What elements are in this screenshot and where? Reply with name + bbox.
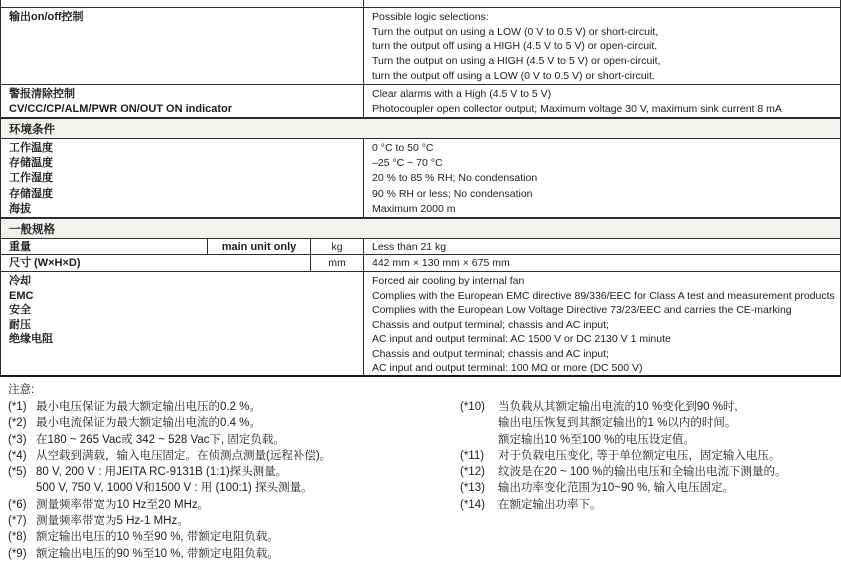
footnote [460, 448, 841, 464]
footnote-continuation [460, 432, 841, 448]
footnote-marker: (*5) [8, 466, 27, 479]
row-value-cell [364, 255, 840, 271]
footnotes [0, 377, 841, 562]
value-line: 442 mm × 130 mm × 675 mm [372, 257, 510, 269]
footnote-text: 额定输出电压的10 %至90 %, 带额定电阻负载。 [36, 531, 279, 544]
footnote-text: 输出功率变化范围为10~90 %, 输入电压固定。 [498, 482, 735, 495]
footnote-text: 对于负载电压变化, 等于单位额定电压，固定输入电压。 [498, 449, 781, 462]
footnote [8, 497, 460, 513]
unit-label: mm [328, 257, 346, 269]
footnote-marker: (*13) [460, 482, 485, 495]
row-value-cell [364, 239, 840, 254]
footnote [8, 546, 460, 562]
section-header-general-specs [1, 218, 840, 239]
section-header-environment [1, 118, 840, 139]
row-label-cell [1, 272, 364, 375]
unit-cell [311, 255, 364, 271]
footnote [460, 399, 841, 415]
row-label: 尺寸 (W×H×D) [9, 257, 81, 269]
table-row-dimensions [1, 255, 840, 272]
clipped-value-cell [364, 0, 840, 7]
footnote-marker: (*11) [460, 449, 485, 462]
value-line: Complies with the European Low Voltage Directive 73/23/EEC and carries the CE-marking [372, 304, 792, 316]
value-line: AC input and output terminal: 100 MΩ or more (DC 500 V) [372, 362, 643, 374]
footnote-marker: (*10) [460, 401, 485, 413]
table-row-output-onoff-control [1, 8, 840, 85]
row-label: CV/CC/CP/ALM/PWR ON/OUT ON indicator [9, 103, 233, 115]
value-line: Possible logic selections: [372, 11, 489, 23]
value-line: Turn the output on using a HIGH (4.5 V to 5 V) or open-circuit, [372, 55, 661, 68]
value-line: Complies with the European EMC directive 89/336/EEC for Class A test and measurement products [372, 289, 835, 302]
row-label: 重量 [9, 241, 31, 253]
value-line: AC input and output terminal: AC 1500 V or DC 2130 V 1 minute [372, 333, 671, 345]
footnote-marker: (*6) [8, 498, 27, 511]
row-label-cell [1, 8, 364, 84]
row-label: 输出on/off控制 [9, 11, 84, 23]
footnote-text: 输出电压恢复到其额定输出的1 %以内的时间。 [498, 417, 737, 430]
value-line: 0 °C to 50 °C [372, 142, 434, 154]
value-line: 20 % to 85 % RH; No condensation [372, 172, 538, 185]
value-line: Maximum 2000 m [372, 202, 456, 215]
footnote-marker [460, 415, 498, 431]
footnote-text: 纹波是在20 ~ 100 %的输出电压和全输出电流下测量的。 [498, 466, 787, 479]
row-label-cell [1, 85, 364, 117]
section-header-label: 一般规格 [9, 223, 55, 236]
footnote-text: 当负载从其额定输出电流的10 %变化到90 %时, [498, 401, 738, 413]
unit-label: kg [331, 241, 343, 253]
footnote [8, 399, 460, 415]
footnote-text: 80 V, 200 V : 用JEITA RC-9131B (1:1)探头测量。 [36, 466, 288, 479]
footnote-marker: (*14) [460, 498, 485, 511]
footnotes-left-column [8, 399, 460, 562]
footnote-marker [460, 432, 498, 448]
value-line: –25 °C ~ 70 °C [372, 157, 443, 170]
value-line: 90 % RH or less; No condensation [372, 187, 533, 200]
footnote-marker: (*7) [8, 515, 27, 528]
footnote-marker [8, 480, 36, 496]
footnote [8, 432, 460, 448]
table-row-alarm-clear-control [1, 85, 840, 118]
table-row-weight [1, 239, 840, 255]
row-value-cell [364, 8, 840, 84]
value-line: Forced air cooling by internal fan [372, 275, 525, 287]
value-line: Chassis and output terminal; chassis and AC input; [372, 347, 609, 360]
footnote-text: 测量频率带宽为5 Hz-1 MHz。 [36, 515, 189, 528]
footnote-text: 最小电压保证为最大额定输出电压的0.2 %。 [36, 401, 261, 413]
row-value-cell [364, 139, 840, 217]
row-label: 冷却 [9, 275, 31, 287]
footnote-marker: (*4) [8, 449, 27, 462]
table-row-environment-conditions [1, 139, 840, 218]
row-label: 警报清除控制 [9, 88, 75, 100]
table-row-cooling-emc-safety [1, 272, 840, 377]
unit-cell [311, 239, 364, 254]
footnote-text: 在额定输出功率下。 [498, 498, 602, 511]
footnote-continuation [460, 415, 841, 431]
footnote [460, 480, 841, 496]
row-label: EMC [9, 289, 34, 302]
value-line: Clear alarms with a High (4.5 V to 5 V) [372, 88, 552, 100]
footnote [460, 497, 841, 513]
clipped-label-cell [1, 0, 364, 7]
footnote-continuation [8, 480, 460, 496]
footnote-text: 在180 ~ 265 Vac或 342 ~ 528 Vac下, 固定负载。 [36, 433, 285, 446]
row-label-cell [1, 239, 208, 254]
footnote-marker: (*12) [460, 466, 485, 479]
row-label: 工作湿度 [9, 172, 53, 185]
row-label: 工作温度 [9, 142, 53, 154]
footnote-text: 额定输出电压的90 %至10 %, 带额定电阻负载。 [36, 547, 279, 560]
weight-note-cell [208, 239, 311, 254]
value-line: turn the output off using a LOW (0 V to 0.5 V) or short-circuit. [372, 69, 655, 82]
value-line: turn the output off using a HIGH (4.5 V to 5 V) or open-circuit. [372, 40, 658, 53]
value-line: Chassis and output terminal; chassis and AC input; [372, 318, 609, 331]
footnote-marker: (*2) [8, 417, 27, 430]
section-header-label: 环境条件 [9, 123, 55, 136]
row-label: 海拔 [9, 202, 31, 215]
row-label-cell [1, 255, 311, 271]
row-value-cell [364, 85, 840, 117]
weight-note: main unit only [221, 241, 297, 253]
footnotes-right-column [460, 399, 841, 562]
footnote-text: 从空载到满载，输入电压固定。在侦测点测量(远程补偿)。 [36, 449, 332, 462]
footnote-marker: (*9) [8, 547, 27, 560]
footnote [8, 464, 460, 480]
footnote-marker: (*1) [8, 401, 27, 413]
row-label: 存储湿度 [9, 187, 53, 200]
footnote-text: 测量频率带宽为10 Hz至20 MHz。 [36, 498, 210, 511]
value-line: Turn the output on using a LOW (0 V to 0.5 V) or short-circuit, [372, 25, 659, 38]
footnotes-columns [8, 399, 841, 562]
footnote [8, 529, 460, 545]
row-value-cell [364, 272, 840, 375]
footnote-text: 500 V, 750 V, 1000 V和1500 V : 用 (100:1) 探头测量。 [36, 482, 313, 495]
value-line: Less than 21 kg [372, 241, 447, 253]
footnote-marker: (*8) [8, 531, 27, 544]
row-label-cell [1, 139, 364, 217]
footnote [8, 513, 460, 529]
footnote-marker: (*3) [8, 433, 27, 446]
footnotes-title: 注意: [8, 384, 35, 396]
footnote [8, 415, 460, 431]
row-label: 绝缘电阻 [9, 333, 53, 345]
row-label: 安全 [9, 304, 31, 316]
footnote [460, 464, 841, 480]
row-label: 存储温度 [9, 157, 53, 170]
footnote [8, 448, 460, 464]
table-row-clipped-top [1, 0, 840, 8]
row-label: 耐压 [9, 318, 31, 331]
value-line: Photocoupler open collector output; Maximum voltage 30 V, maximum sink current 8 mA [372, 103, 782, 115]
footnote-text: 最小电流保证为最大额定输出电流的0.4 %。 [36, 417, 261, 430]
footnote-text: 额定输出10 %至100 %的电压设定值。 [498, 433, 695, 446]
